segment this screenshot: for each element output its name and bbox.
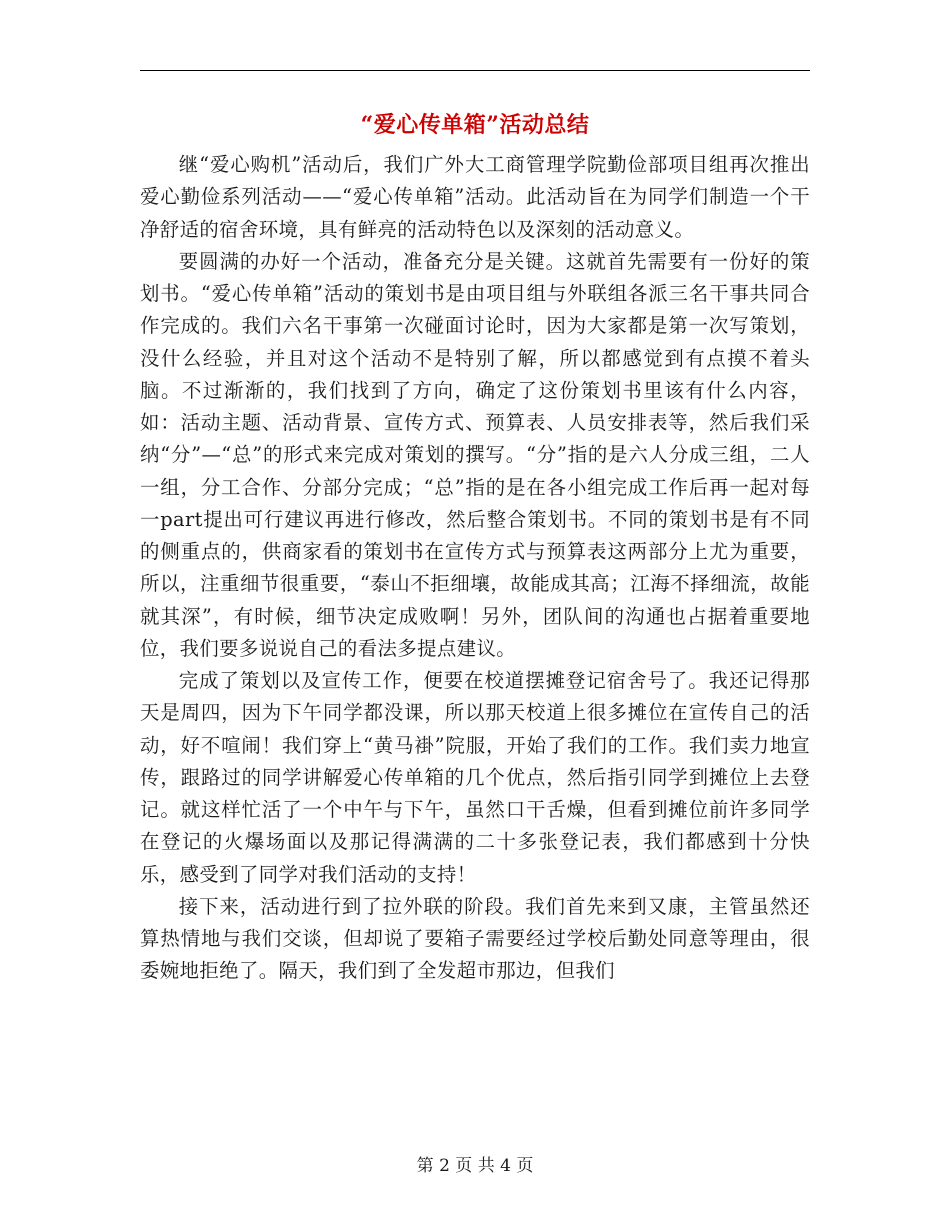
document-title: “爱心传单箱”活动总结 [360,112,590,138]
paragraph-1: 继“爱心购机”活动后，我们广外大工商管理学院勤俭部项目组再次推出爱心勤俭系列活动——“爱心传单箱”活动。此活动旨在为同学们制造一个干净舒适的宿舍环境，具有鲜亮的活动特色以及深刻的活动意义。 [140,153,810,241]
page-number-footer: 第 2 页 共 4 页 [416,1156,534,1176]
paragraph-2: 要圆满的办好一个活动，准备充分是关键。这就首先需要有一份好的策划书。“爱心传单箱”活动的策划书是由项目组与外联组各派三名干事共同合作完成的。我们六名干事第一次碰面讨论时，因为大家都是第一次写策划，没什么经验，并且对这个活动不是特别了解，所以都感觉到有点摸不着头脑。不过渐渐的，我们找到了方向，确定了这份策划书里该有什么内容，如：活动主题、活动背景、宣传方式、预算表、人员安排表等，然后我们采纳“分”—“总”的形式来完成对策划的撰写。“分”指的是六人分成三组，二人一组，分工合作、分部分完成；“总”指的是在各小组完成工作后再一起对每一part提出可行建议再进行修改，然后整合策划书。不同的策划书是有不同的侧重点的，供商家看的策划书在宣传方式与预算表这两部分上尤为重要，所以，注重细节很重要，“泰山不拒细壤，故能成其高；江海不择细流，故能就其深”，有时候，细节决定成败啊！另外，团队间的沟通也占据着重要地位，我们要多说说自己的看法多提点建议。 [140,249,810,660]
document-body [140,149,810,988]
paragraph-4: 接下来，活动进行到了拉外联的阶段。我们首先来到又康，主管虽然还算热情地与我们交谈，但却说了要箱子需要经过学校后勤处同意等理由，很委婉地拒绝了。隔天，我们到了全发超市那边，但我们 [140,894,810,983]
header-rule [140,70,810,71]
paragraph-3: 完成了策划以及宣传工作，便要在校道摆摊登记宿舍号了。我还记得那天是周四，因为下午同学都没课，所以那天校道上很多摊位在宣传自己的活动，好不喧闹！我们穿上“黄马褂”院服，开始了我们的工作。我们卖力地宣传，跟路过的同学讲解爱心传单箱的几个优点，然后指引同学到摊位上去登记。就这样忙活了一个中午与下午，虽然口干舌燥，但看到摊位前许多同学在登记的火爆场面以及那记得满满的二十多张登记表，我们都感到十分快乐，感受到了同学对我们活动的支持！ [140,669,810,886]
